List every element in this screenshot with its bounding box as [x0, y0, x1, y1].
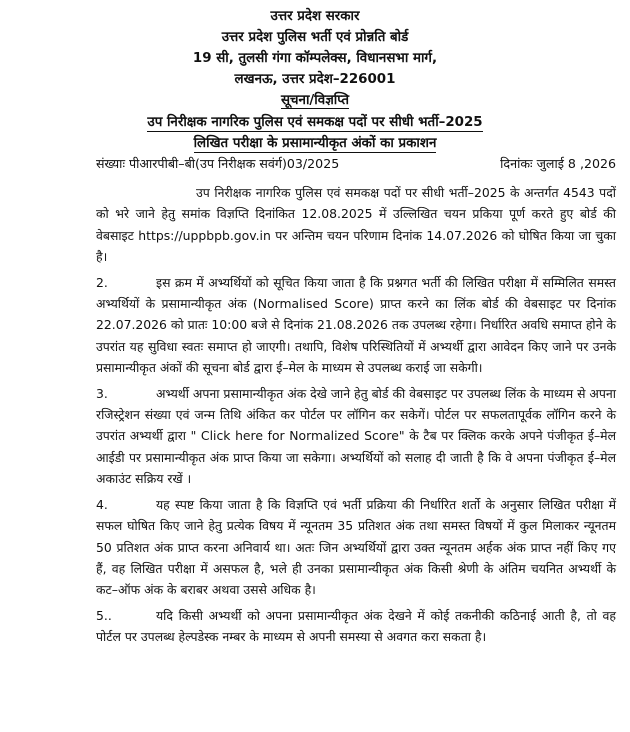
reference-date: दिनांकः जुलाई 8 ,2026: [500, 156, 616, 171]
paragraph-5: [96, 605, 616, 648]
subject-heading: [0, 112, 630, 154]
board-city: लखनऊ, उत्तर प्रदेश–226001: [234, 72, 396, 87]
paragraph-number: 4.: [96, 496, 108, 512]
paragraph-1: [96, 182, 616, 268]
notice-label: सूचना/विज्ञप्ति: [280, 93, 350, 108]
board-address: 19 सी, तुलसी गंगा कॉम्पलेक्स, विधानसभा मार्ग,: [192, 51, 438, 66]
paragraph-4: [96, 494, 616, 601]
subject-line-1: उप निरीक्षक नागरिक पुलिस एवं समकक्ष पदों पर सीधी भर्ती–2025: [147, 115, 483, 130]
paragraph-number: 2.: [96, 274, 108, 290]
paragraph-number: 3.: [96, 385, 108, 401]
notice-heading: [0, 90, 630, 111]
paragraph-text: अभ्यर्थी अपना प्रसामान्यीकृत अंक देखे जाने हेतु बोर्ड की वेबसाइट पर उपलब्ध लिंक के माध्यम से अपना रजिस्ट्रेशन संख्या एवं जन्म तिथि अंकित कर पोर्टल पर लॉगिन कर सकेगें। पोर्टल पर सफलतापूर्वक लॉगिन करने के उपरांत अभ्यर्थी द्वारा " Click here for Normalized Score" के टैब पर क्लिक करके अपने पंजीकृत ई–मेल आईडी पर प्रसामान्यीकृत अंक प्राप्त किया जा सकेगा। अभ्यर्थियों को सलाह दी जाती है कि वे अपना पंजीकृत ई–मेल अकाउंट सक्रिय रखें ।: [96, 385, 616, 487]
paragraph-number: 5..: [96, 607, 112, 623]
paragraph-text: यदि किसी अभ्यर्थी को अपना प्रसामान्यीकृत अंक देखने में कोई तकनीकी कठिनाई आती है, तो वह पोर्टल पर उपलब्ध हेल्पडेस्क नम्बर के माध्यम से अपनी समस्या से अवगत करा सकता है।: [96, 607, 616, 645]
paragraph-3: [96, 383, 616, 490]
paragraph-text: यह स्पष्ट किया जाता है कि विज्ञप्ति एवं भर्ती प्रक्रिया की निर्धारित शर्तो के अनुसार लिखित परीक्षा में सफल घोषित किए जाने हेतु प्रत्येक विषय में न्यूनतम 35 प्रतिशत अंक तथा समस्त विषयों में कुल मिलाकर न्यूनतम 50 प्रतिशत अंक प्राप्त करना अनिवार्य था। अतः जिन अभ्यर्थियों द्वारा उक्त न्यूनतम अर्हक अंक प्राप्त नहीं किए गए हैं, वह लिखित परीक्षा में असफल है, भले ही उनका प्रसामान्यीकृत अंक किसी श्रेणी के अंतिम चयनित अभ्यर्थी के कट–ऑफ अंक के बराबर अथवा उससे अधिक है।: [96, 496, 616, 598]
reference-number: संख्याः पीआरपीबी–बी(उप निरीक्षक सवंर्ग)03/2025: [96, 156, 340, 171]
board-name: उत्तर प्रदेश पुलिस भर्ती एवं प्रोन्नति बोर्ड: [221, 30, 409, 45]
government-name: उत्तर प्रदेश सरकार: [270, 9, 360, 24]
document-body: [96, 182, 616, 652]
subject-line-2: लिखित परीक्षा के प्रसामान्यीकृत अंकों का प्रकाशन: [193, 136, 437, 151]
letterhead: [0, 6, 630, 111]
paragraph-text: इस क्रम में अभ्यर्थियों को सूचित किया जाता है कि प्रश्नगत भर्ती की लिखित परीक्षा में सम्मिलित समस्त अभ्यर्थियों के प्रसामान्यीकृत अंक (Normalised Score) प्राप्त करने का लिंक बोर्ड की वेबसाइट पर दिनांक 22.07.2026 को प्रातः 10:00 बजे से दिनांक 21.08.2026 तक उपलब्ध रहेगा। निर्धारित अवधि समाप्त होने के उपरांत यह सुविधा स्वतः समाप्त हो जाएगी। तथापि, विशेष परिस्थितियों में अभ्यर्थी द्वारा आवेदन किए जाने पर उनके प्रसामान्यीकृत अंकों की सूचना बोर्ड द्वारा ई–मेल के माध्यम से उपलब्ध कराई जा सकेगी।: [96, 274, 616, 376]
paragraph-text: उप निरीक्षक नागरिक पुलिस एवं समकक्ष पदों पर सीधी भर्ती–2025 के अन्तर्गत 4543 पदों को भरे जाने हेतु समांक विज्ञप्ति दिनांकित 12.08.2025 में उल्लिखित चयन प्रकिया पूर्ण करते हुए बोर्ड की वेबसाइट https://uppbpb.gov.in पर अन्तिम चयन परिणाम दिनांक 14.07.2026 को घोषित किया जा चुका है।: [96, 185, 616, 265]
reference-line: [96, 155, 616, 175]
paragraph-2: [96, 272, 616, 379]
